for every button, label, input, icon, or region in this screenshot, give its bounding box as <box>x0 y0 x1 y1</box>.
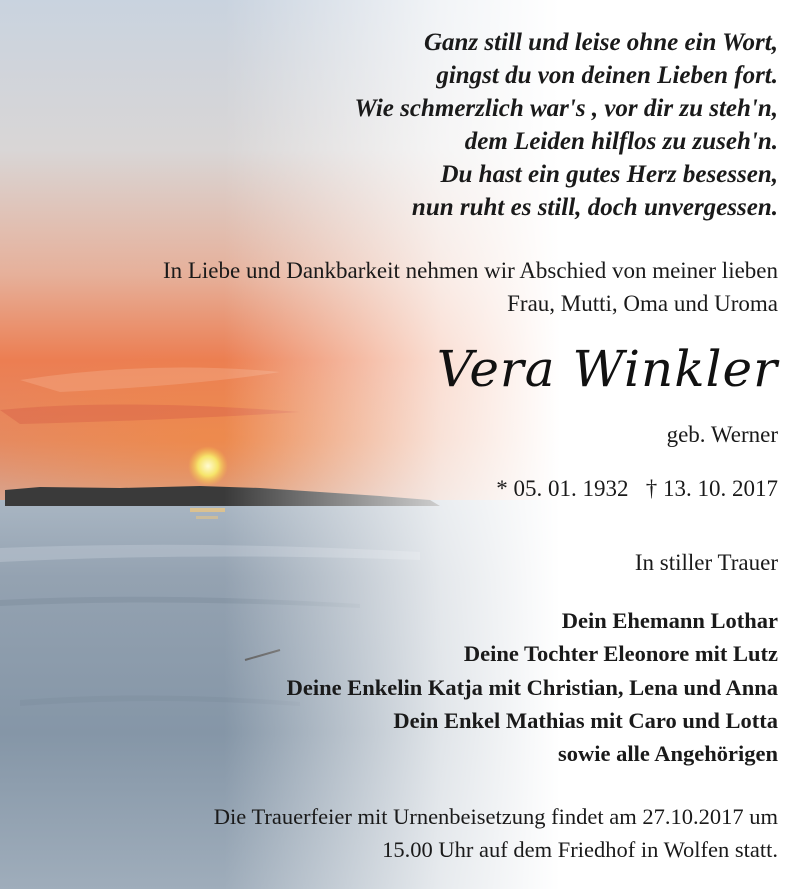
deceased-name: Vera Winkler <box>436 340 778 398</box>
poem-line: nun ruht es still, doch unvergessen. <box>411 194 778 221</box>
mourner-line: sowie alle Angehörigen <box>558 741 778 766</box>
birth-name: geb. Werner <box>666 422 778 447</box>
mourner-line: Dein Enkel Mathias mit Caro und Lotta <box>393 708 778 733</box>
poem-line: gingst du von deinen Lieben fort. <box>436 62 778 89</box>
life-dates: * 05. 01. 1932 † 13. 10. 2017 <box>496 476 778 501</box>
mourner-line: Deine Tochter Eleonore mit Lutz <box>463 641 778 666</box>
intro-line: In Liebe und Dankbarkeit nehmen wir Abschied von meiner lieben <box>162 258 778 283</box>
funeral-info-line: Die Trauerfeier mit Urnenbeisetzung findet am 27.10.2017 um <box>213 804 778 829</box>
mourner-line: Deine Enkelin Katja mit Christian, Lena und Anna <box>286 675 778 700</box>
poem-line: dem Leiden hilflos zu zuseh'n. <box>464 128 778 155</box>
funeral-info-line: 15.00 Uhr auf dem Friedhof in Wolfen statt. <box>382 837 778 862</box>
poem-line: Du hast ein gutes Herz besessen, <box>440 161 778 188</box>
poem-line: Wie schmerzlich war's , vor dir zu steh'n, <box>354 95 778 122</box>
mourning-phrase: In stiller Trauer <box>634 550 778 575</box>
intro-line: Frau, Mutti, Oma und Uroma <box>507 291 778 316</box>
mourner-line: Dein Ehemann Lothar <box>561 608 778 633</box>
poem-line: Ganz still und leise ohne ein Wort, <box>423 29 778 56</box>
